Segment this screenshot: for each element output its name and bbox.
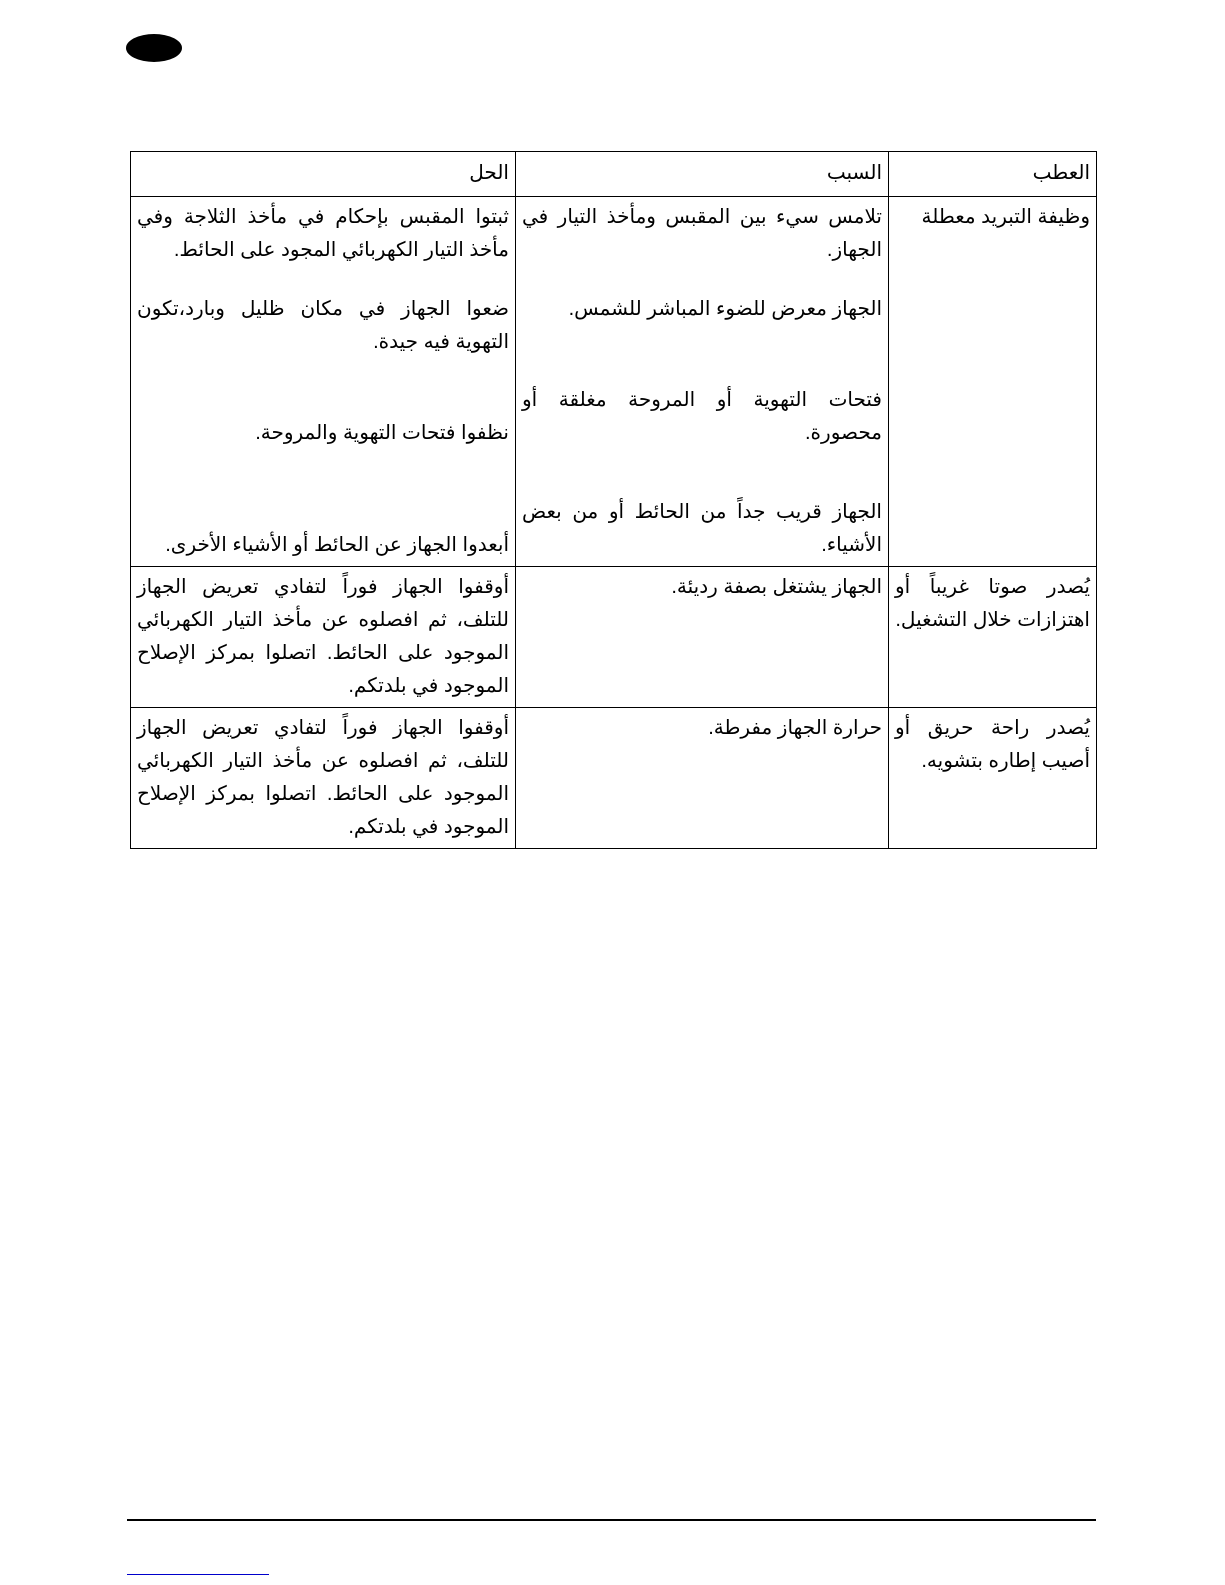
troubleshooting-table [130, 151, 1097, 849]
fault-cell: يُصدر راحة حريق أو أصيب إطاره بتشويه. [889, 708, 1097, 849]
solution-cell [131, 197, 516, 567]
solution-text: ضعوا الجهاز في مكان ظليل وبارد،تكون التهوية فيه جيدة. [137, 298, 509, 353]
fault-text: وظيفة التبريد معطلة [921, 206, 1090, 228]
cause-cell [516, 197, 889, 567]
table-row [131, 708, 1097, 849]
table-row [131, 197, 1097, 567]
footer-divider [127, 1519, 1096, 1521]
fault-cell [889, 197, 1097, 567]
cause-text: الجهاز معرض للضوء المباشر للشمس. [568, 298, 882, 320]
header-solution: الحل [131, 152, 516, 197]
solution-text: نظفوا فتحات التهوية والمروحة. [255, 422, 509, 444]
table-header-row [131, 152, 1097, 197]
fault-cell: يُصدر صوتا غريباً أو اهتزازات خلال التشغيل. [889, 567, 1097, 708]
header-fault: العطب [889, 152, 1097, 197]
cause-cell: حرارة الجهاز مفرطة. [516, 708, 889, 849]
solution-text: ثبتوا المقبس بإحكام في مأخذ الثلاجة وفي مأخذ التيار الكهربائي المجود على الحائط. [137, 206, 509, 261]
cause-cell: الجهاز يشتغل بصفة رديئة. [516, 567, 889, 708]
solution-cell: أوقفوا الجهاز فوراً لتفادي تعريض الجهاز للتلف، ثم افصلوه عن مأخذ التيار الكهربائي الموجود على الحائط. اتصلوا بمركز الإصلاح الموجود في بلدتكم. [131, 567, 516, 708]
footer-link-underline [127, 1574, 269, 1575]
language-badge [126, 34, 182, 62]
header-cause: السبب [516, 152, 889, 197]
solution-text: أبعدوا الجهاز عن الحائط أو الأشياء الأخرى. [165, 534, 509, 556]
cause-text: تلامس سيء بين المقبس ومأخذ التيار في الجهاز. [522, 206, 882, 261]
table-row [131, 567, 1097, 708]
solution-cell: أوقفوا الجهاز فوراً لتفادي تعريض الجهاز للتلف، ثم افصلوه عن مأخذ التيار الكهربائي الموجود على الحائط. اتصلوا بمركز الإصلاح الموجود في بلدتكم. [131, 708, 516, 849]
cause-text: الجهاز قريب جداً من الحائط أو من بعض الأشياء. [522, 501, 882, 556]
cause-text: فتحات التهوية أو المروحة مغلقة أو محصورة. [522, 389, 882, 444]
